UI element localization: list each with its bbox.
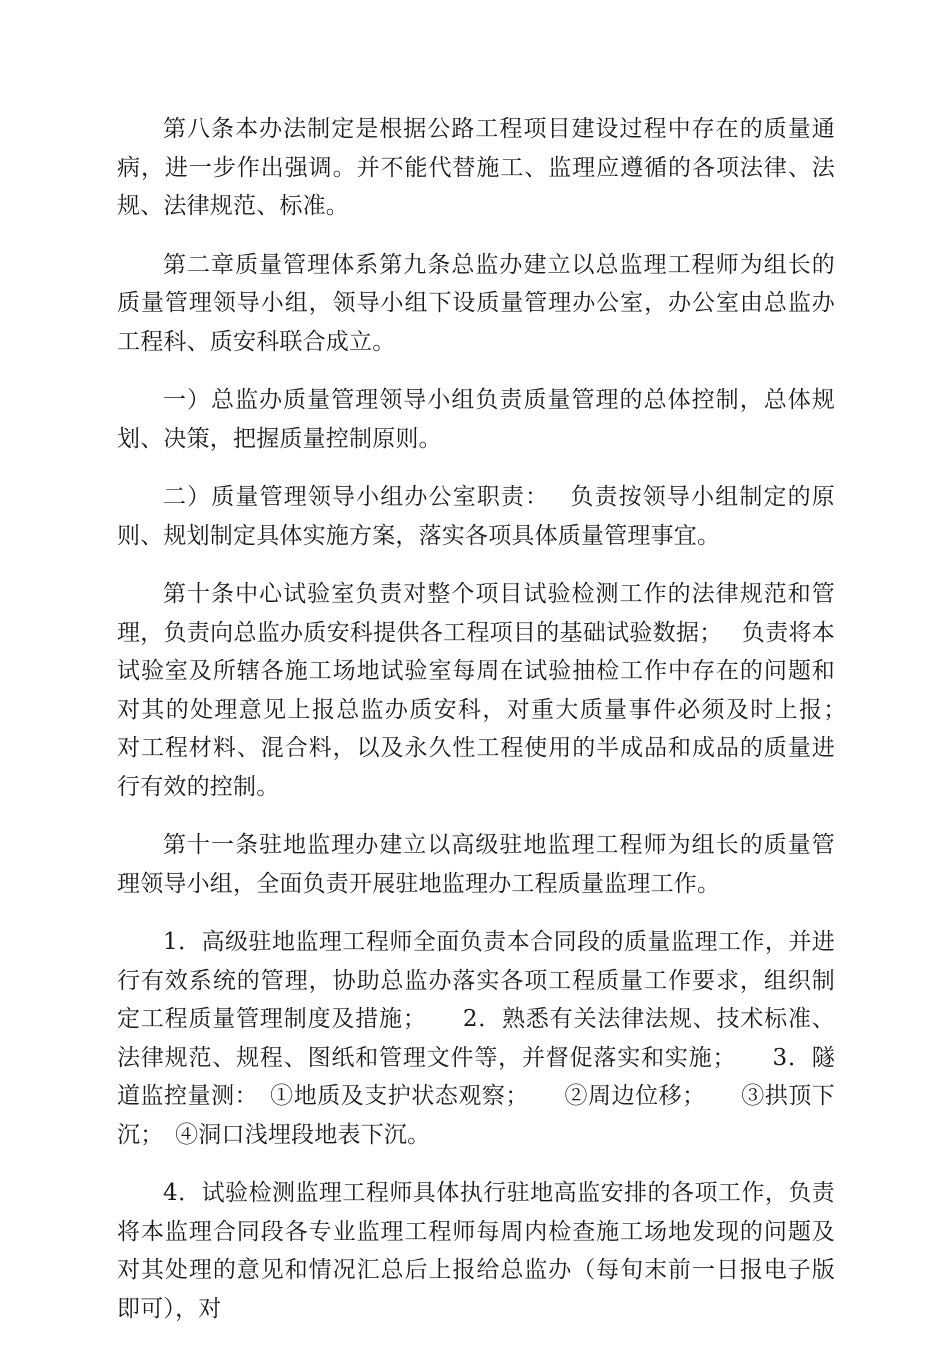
paragraph-chapter-2-article-9: 第二章质量管理体系第九条总监办建立以总监理工程师为组长的质量管理领导小组，领导小组下设质量管理办公室，办公室由总监办工程科、质安科联合成立。: [117, 251, 835, 355]
paragraph-item-1: 一）总监办质量管理领导小组负责质量管理的总体控制，总体规划、决策，把握质量控制原则。: [117, 387, 835, 452]
paragraph-article-10: 第十条中心试验室负责对整个项目试验检测工作的法律规范和管理，负责向总监办质安科提供各工程项目的基础试验数据； 负责将本试验室及所辖各施工场地试验室每周在试验抽检工作中存在的问题和对其的处理意见上报总监办质安科，对重大质量事件必须及时上报； 对工程材料、混合料，以及永久性工程使用的半成品和成品的质量进行有效的控制。: [117, 581, 866, 800]
paragraph-article-8: 第八条本办法制定是根据公路工程项目建设过程中存在的质量通病，进一步作出强调。并不能代替施工、监理应遵循的各项法律、法规、法律规范、标准。: [117, 116, 835, 219]
paragraph-duties-1-3: 1．高级驻地监理工程师全面负责本合同段的质量监理工作，并进行有效系统的管理，协助总监办落实各项工程质量工作要求，组织制定工程质量管理制度及措施； 2．熟悉有关法律法规、技术标准、法律规范、规程、图纸和管理文件等，并督促落实和实施； 3．隧道监控量测： ①地质及支护状态观察； ②周边位移； ③拱顶下沉； ④洞口浅埋段地表下沉。: [117, 929, 835, 1148]
paragraph-article-11: 第十一条驻地监理办建立以高级驻地监理工程师为组长的质量管理领导小组，全面负责开展驻地监理办工程质量监理工作。: [117, 832, 835, 897]
paragraph-item-2: 二）质量管理领导小组办公室职责： 负责按领导小组制定的原则、规划制定具体实施方案，落实各项具体质量管理事宜。: [117, 484, 835, 549]
paragraph-duty-4: 4．试验检测监理工程师具体执行驻地高监安排的各项工作，负责将本监理合同段各专业监理工程师每周内检查施工场地发现的问题及对其处理的意见和情况汇总后上报给总监办（每旬末前一日报电子版即可），对: [117, 1180, 835, 1322]
document-body: [117, 110, 866, 1348]
